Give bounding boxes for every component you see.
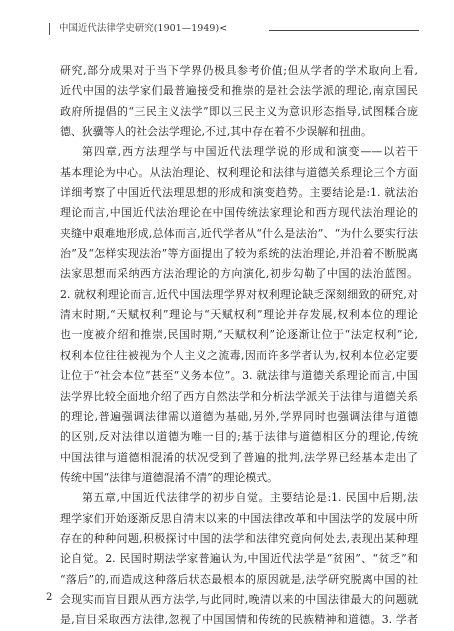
text-line: 让位于“社会本位”甚至“义务本位”。3. 就法律与道德关系理论而言,中国 (60, 369, 418, 383)
text-line: 理学家们开始逐渐反思自清末以来的中国法律改革和中国法学的发展中所 (60, 511, 418, 525)
text-line: 德、狄骥等人的社会法学理论,不过,其中存在着不少误解和扭曲。 (60, 125, 372, 139)
text-line: 会现实而盲目跟从西方法学,与此同时,晚清以来的中国法律最大的问题就 (60, 592, 418, 606)
text-line: 是,盲目采取西方法律,忽视了中国国情和传统的民族精神和道德。3. 学者 (60, 613, 418, 627)
text-line: 基本理论为中心。从法治理论、权利理论和法律与道德关系理论三个方面 (60, 165, 418, 179)
body-text (60, 61, 418, 631)
text-line: 权利本位往往被视为个人主义之流毒,因而许多学者认为,权利本位必定要 (60, 348, 418, 362)
running-header (49, 22, 419, 36)
text-line: 研究,部分成果对于当下学界仍极具参考价值;但从学者的学术取向上看, (60, 64, 418, 77)
text-line: 2. 就权利理论而言,近代中国法理学界对权利理论缺乏深刻细致的研究,对 (60, 287, 418, 301)
text-line: 近代中国的法学家们最普遍接受和推崇的是社会法学派的理论,南京国民 (60, 84, 418, 98)
header-rule (269, 30, 419, 31)
text-line: 论自觉。2. 民国时期法学家普遍认为,中国近代法学是“贫困”、“贫乏”和 (60, 552, 418, 566)
text-line: 法学界比较全面地介绍了西方自然法学和分析法学派关于法律与道德关系 (60, 389, 418, 403)
text-line: 治”及“怎样实现法治”等方面提出了较为系统的法治理论,并沿着不断脱离 (60, 247, 418, 261)
text-line: “落后”的,而造成这种落后状态最根本的原因就是,法学研究脱离中国的社 (60, 572, 418, 586)
text-line: 传统中国“法律与道德混淆不清”的理论模式。 (60, 470, 279, 484)
text-line: 第四章,西方法理学与中国近代法理学说的形成和演变——以若干 (82, 145, 418, 159)
text-line: 夹缝中艰难地形成,总体而言,近代学者从“什么是法治”、“为什么要实行法 (60, 226, 418, 240)
text-line: 第五章,中国近代法律学的初步自觉。主要结论是:1. 民国中后期,法 (82, 491, 418, 505)
running-title: 中国近代法律学史研究(1901—1949)< (59, 23, 228, 34)
text-line: 存在的种种问题,积极探讨中国的法学和法律究竟向何处去,表现出某种理 (60, 531, 418, 545)
text-line: 法家思想而采纳西方法治理论的方向演化,初步勾勒了中国的法治蓝图。 (60, 267, 418, 281)
text-line: 清末时期,“天赋权利”理论与“天赋权利”理论并存发展,权利本位的理论 (60, 308, 418, 322)
text-line: 政府所提倡的“三民主义法学”即以三民主义为意识形态指导,试图糅合庞 (60, 104, 418, 118)
text-line: 的理论,普遍强调法律需以道德为基础,另外,学界同时也强调法律与道德 (60, 409, 418, 423)
text-line: 的区别,反对法律以道德为唯一目的;基于法律与道德相区分的理论,传统 (60, 430, 418, 444)
text-line: 详细考察了中国近代法理思想的形成和演变趋势。主要结论是:1. 就法治 (60, 186, 418, 200)
text-line: 中国法律与道德相混淆的状况受到了普遍的批判,法学界已经基本走出了 (60, 450, 418, 464)
page-number: 2 (46, 592, 53, 603)
text-line: 理论而言,中国近代法治理论在中国传统法家理论和西方现代法治理论的 (60, 206, 418, 220)
text-line: 也一度被介绍和推崇,民国时期,“天赋权利”论逐渐让位于“法定权利”论, (60, 328, 418, 342)
header-bar-mark (49, 23, 50, 35)
